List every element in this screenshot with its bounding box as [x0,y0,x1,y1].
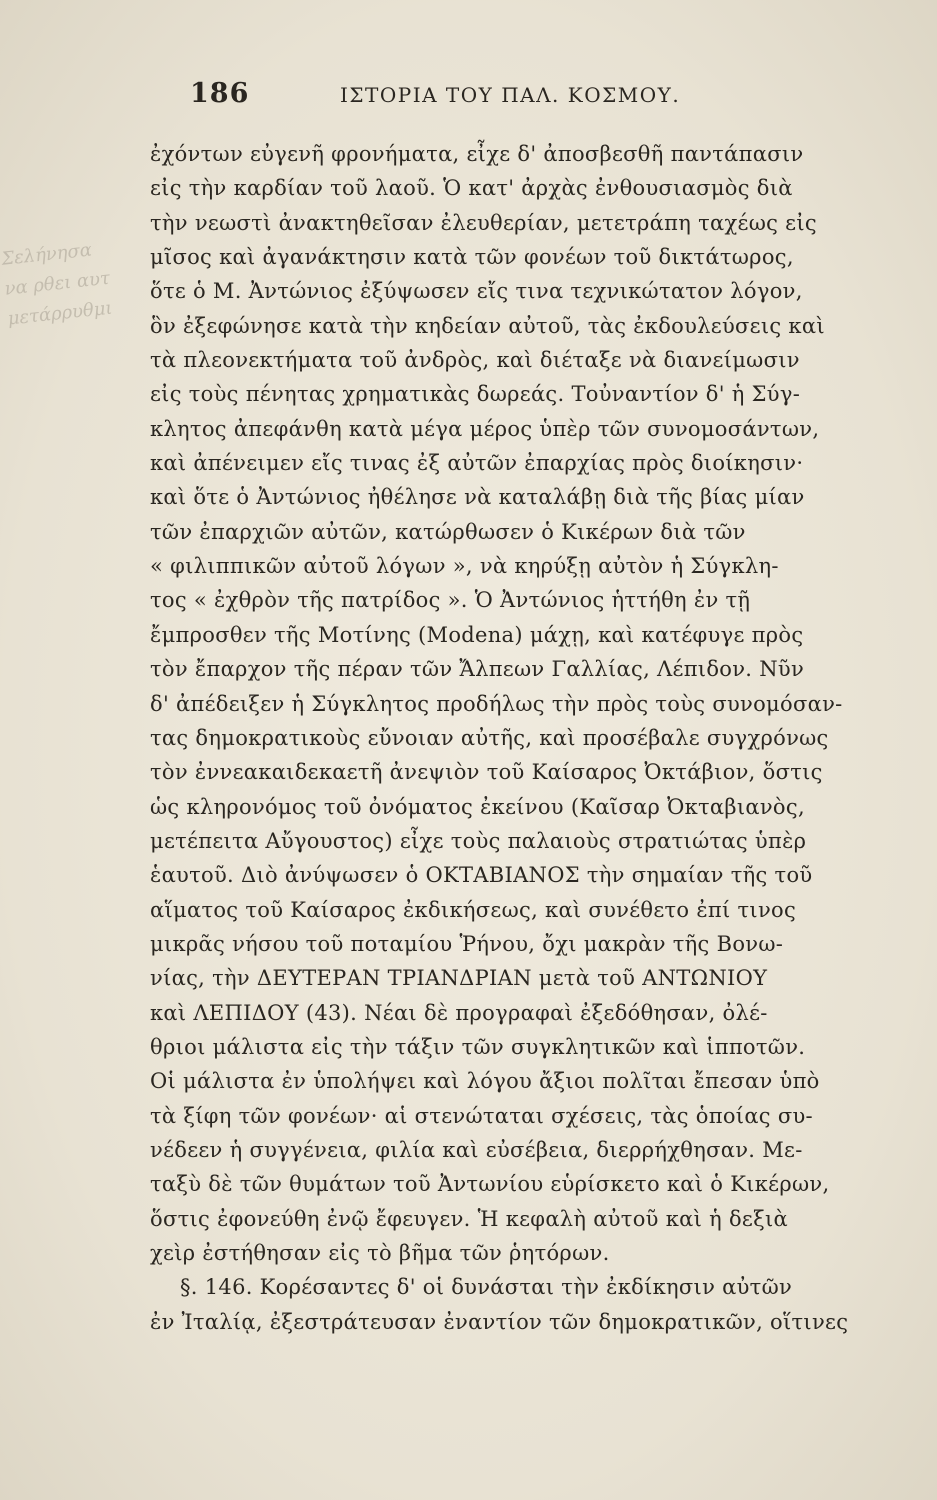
margin-note-line: να ρθει αυτ [3,267,111,300]
text-line: καὶ ἀπένειμεν εἴς τινας ἐξ αὐτῶν ἐπαρχίας πρὸς διοίκησιν· [150,451,804,476]
text-line: θριοι μάλιστα εἰς τὴν τάξιν τῶν συγκλητικῶν καὶ ἱπποτῶν. [150,1034,806,1059]
text-line: μετέπειτα Αὔγουστος) εἶχε τοὺς παλαιοὺς στρατιώτας ὑπὲρ [150,828,807,853]
margin-note-line: μετάρρυθμι [6,297,114,330]
body-text [150,137,850,1339]
text-line: δ' ἀπέδειξεν ἡ Σύγκλητος προδήλως τὴν πρὸς τοὺς συνομόσαν- [150,691,843,716]
margin-note-line: Σελήνησα [0,239,93,270]
text-line: ἔμπροσθεν τῆς Μοτίνης (Modena) μάχῃ, καὶ κατέφυγε πρὸς [150,622,804,647]
text-line: μῖσος καὶ ἀγανάκτησιν κατὰ τῶν φονέων τοῦ δικτάτωρος, [150,245,794,270]
text-line: καὶ ὅτε ὁ Ἀντώνιος ἠθέλησε νὰ καταλάβῃ διὰ τῆς βίας μίαν [150,485,805,510]
text-line: τῶν ἐπαρχιῶν αὐτῶν, κατώρθωσεν ὁ Κικέρων διὰ τῶν [150,519,746,544]
text-line: ὅτε ὁ Μ. Ἀντώνιος ἐξύψωσεν εἴς τινα τεχνικώτατον λόγον, [150,279,803,304]
text-line: κλητος ἀπεφάνθη κατὰ μέγα μέρος ὑπὲρ τῶν συνομοσάντων, [150,416,820,441]
text-line: ταξὺ δὲ τῶν θυμάτων τοῦ Ἀντωνίου εὑρίσκετο καὶ ὁ Κικέρων, [150,1172,830,1197]
text-line: Οἱ μάλιστα ἐν ὑπολήψει καὶ λόγου ἄξιοι πολῖται ἔπεσαν ὑπὸ [150,1069,820,1094]
text-line: καὶ ΛΕΠΙΔΟΥ (43). Νέαι δὲ προγραφαὶ ἐξεδόθησαν, ὀλέ- [150,1000,768,1025]
text-line: τὰ πλεονεκτήματα τοῦ ἀνδρὸς, καὶ διέταξε νὰ διανείμωσιν [150,348,800,373]
text-line: τὸν ἔπαρχον τῆς πέραν τῶν Ἄλπεων Γαλλίας, Λέπιδον. Νῦν [150,657,805,682]
text-line: « φιλιππικῶν αὐτοῦ λόγων », νὰ κηρύξῃ αὐτὸν ἡ Σύγκλη- [150,554,779,579]
text-line: αἵματος τοῦ Καίσαρος ἐκδικήσεως, καὶ συνέθετο ἐπί τινος [150,897,797,922]
text-line: ἐχόντων εὐγενῆ φρονήματα, εἶχε δ' ἀποσβεσθῆ παντάπασιν [150,142,804,166]
text-line: τὸν ἐννεακαιδεκαετῆ ἀνεψιὸν τοῦ Καίσαρος Ὀκτάβιον, ὅστις [150,760,823,785]
text-line: τος « ἐχθρὸν τῆς πατρίδος ». Ὁ Ἀντώνιος ἡττήθη ἐν τῇ [150,588,751,613]
page-number: 186 [190,78,250,109]
section-heading-line: §. 146. Κορέσαντες δ' οἱ δυνάσται τὴν ἐκδίκησιν αὐτῶν [180,1275,793,1300]
text-line: νίας, τὴν ΔΕΥΤΕΡΑΝ ΤΡΙΑΝΔΡΙΑΝ μετὰ τοῦ ΑΝΤΩΝΙΟΥ [150,966,768,991]
text-line: ἐν Ἰταλίᾳ, ἐξεστράτευσαν ἐναντίον τῶν δημοκρατικῶν, οἵτινες [150,1309,849,1334]
running-head: ΙΣΤΟΡΙΑ ΤΟΥ ΠΑΛ. ΚΟΣΜΟΥ. [340,83,681,107]
text-line: ὡς κληρονόμος τοῦ ὀνόματος ἐκείνου (Καῖσαρ Ὀκταβιανὸς, [150,794,805,819]
text-line: χεὶρ ἐστήθησαν εἰς τὸ βῆμα τῶν ῥητόρων. [150,1241,610,1265]
text-line: ὅστις ἐφονεύθη ἐνῷ ἔφευγεν. Ἡ κεφαλὴ αὐτοῦ καὶ ἡ δεξιὰ [150,1206,788,1231]
text-line: εἰς τοὺς πένητας χρηματικὰς δωρεάς. Τοὐναντίον δ' ἡ Σύγ- [150,382,801,407]
handwritten-margin-note [0,228,169,334]
text-line: νέδεεν ἡ συγγένεια, φιλία καὶ εὐσέβεια, διερρήχθησαν. Με- [150,1137,803,1162]
text-line: ἑαυτοῦ. Διὸ ἀνύψωσεν ὁ ΟΚΤΑΒΙΑΝΟΣ τὴν σημαίαν τῆς τοῦ [150,863,813,888]
text-line: τὰ ξίφη τῶν φονέων· αἱ στενώταται σχέσεις, τὰς ὁποίας συ- [150,1103,813,1128]
page-header [190,78,735,118]
text-line: ὃν ἐξεφώνησε κατὰ τὴν κηδείαν αὐτοῦ, τὰς ἐκδουλεύσεις καὶ [150,313,825,338]
text-line: τὴν νεωστὶ ἀνακτηθεῖσαν ἐλευθερίαν, μετετράπη ταχέως εἰς [150,210,817,235]
text-line: μικρᾶς νήσου τοῦ ποταμίου Ῥήνου, ὄχι μακρὰν τῆς Βονω- [150,931,784,956]
text-line: εἰς τὴν καρδίαν τοῦ λαοῦ. Ὁ κατ' ἀρχὰς ἐνθουσιασμὸς διὰ [150,176,793,201]
text-line: τας δημοκρατικοὺς εὔνοιαν αὐτῆς, καὶ προσέβαλε συγχρόνως [150,725,829,750]
